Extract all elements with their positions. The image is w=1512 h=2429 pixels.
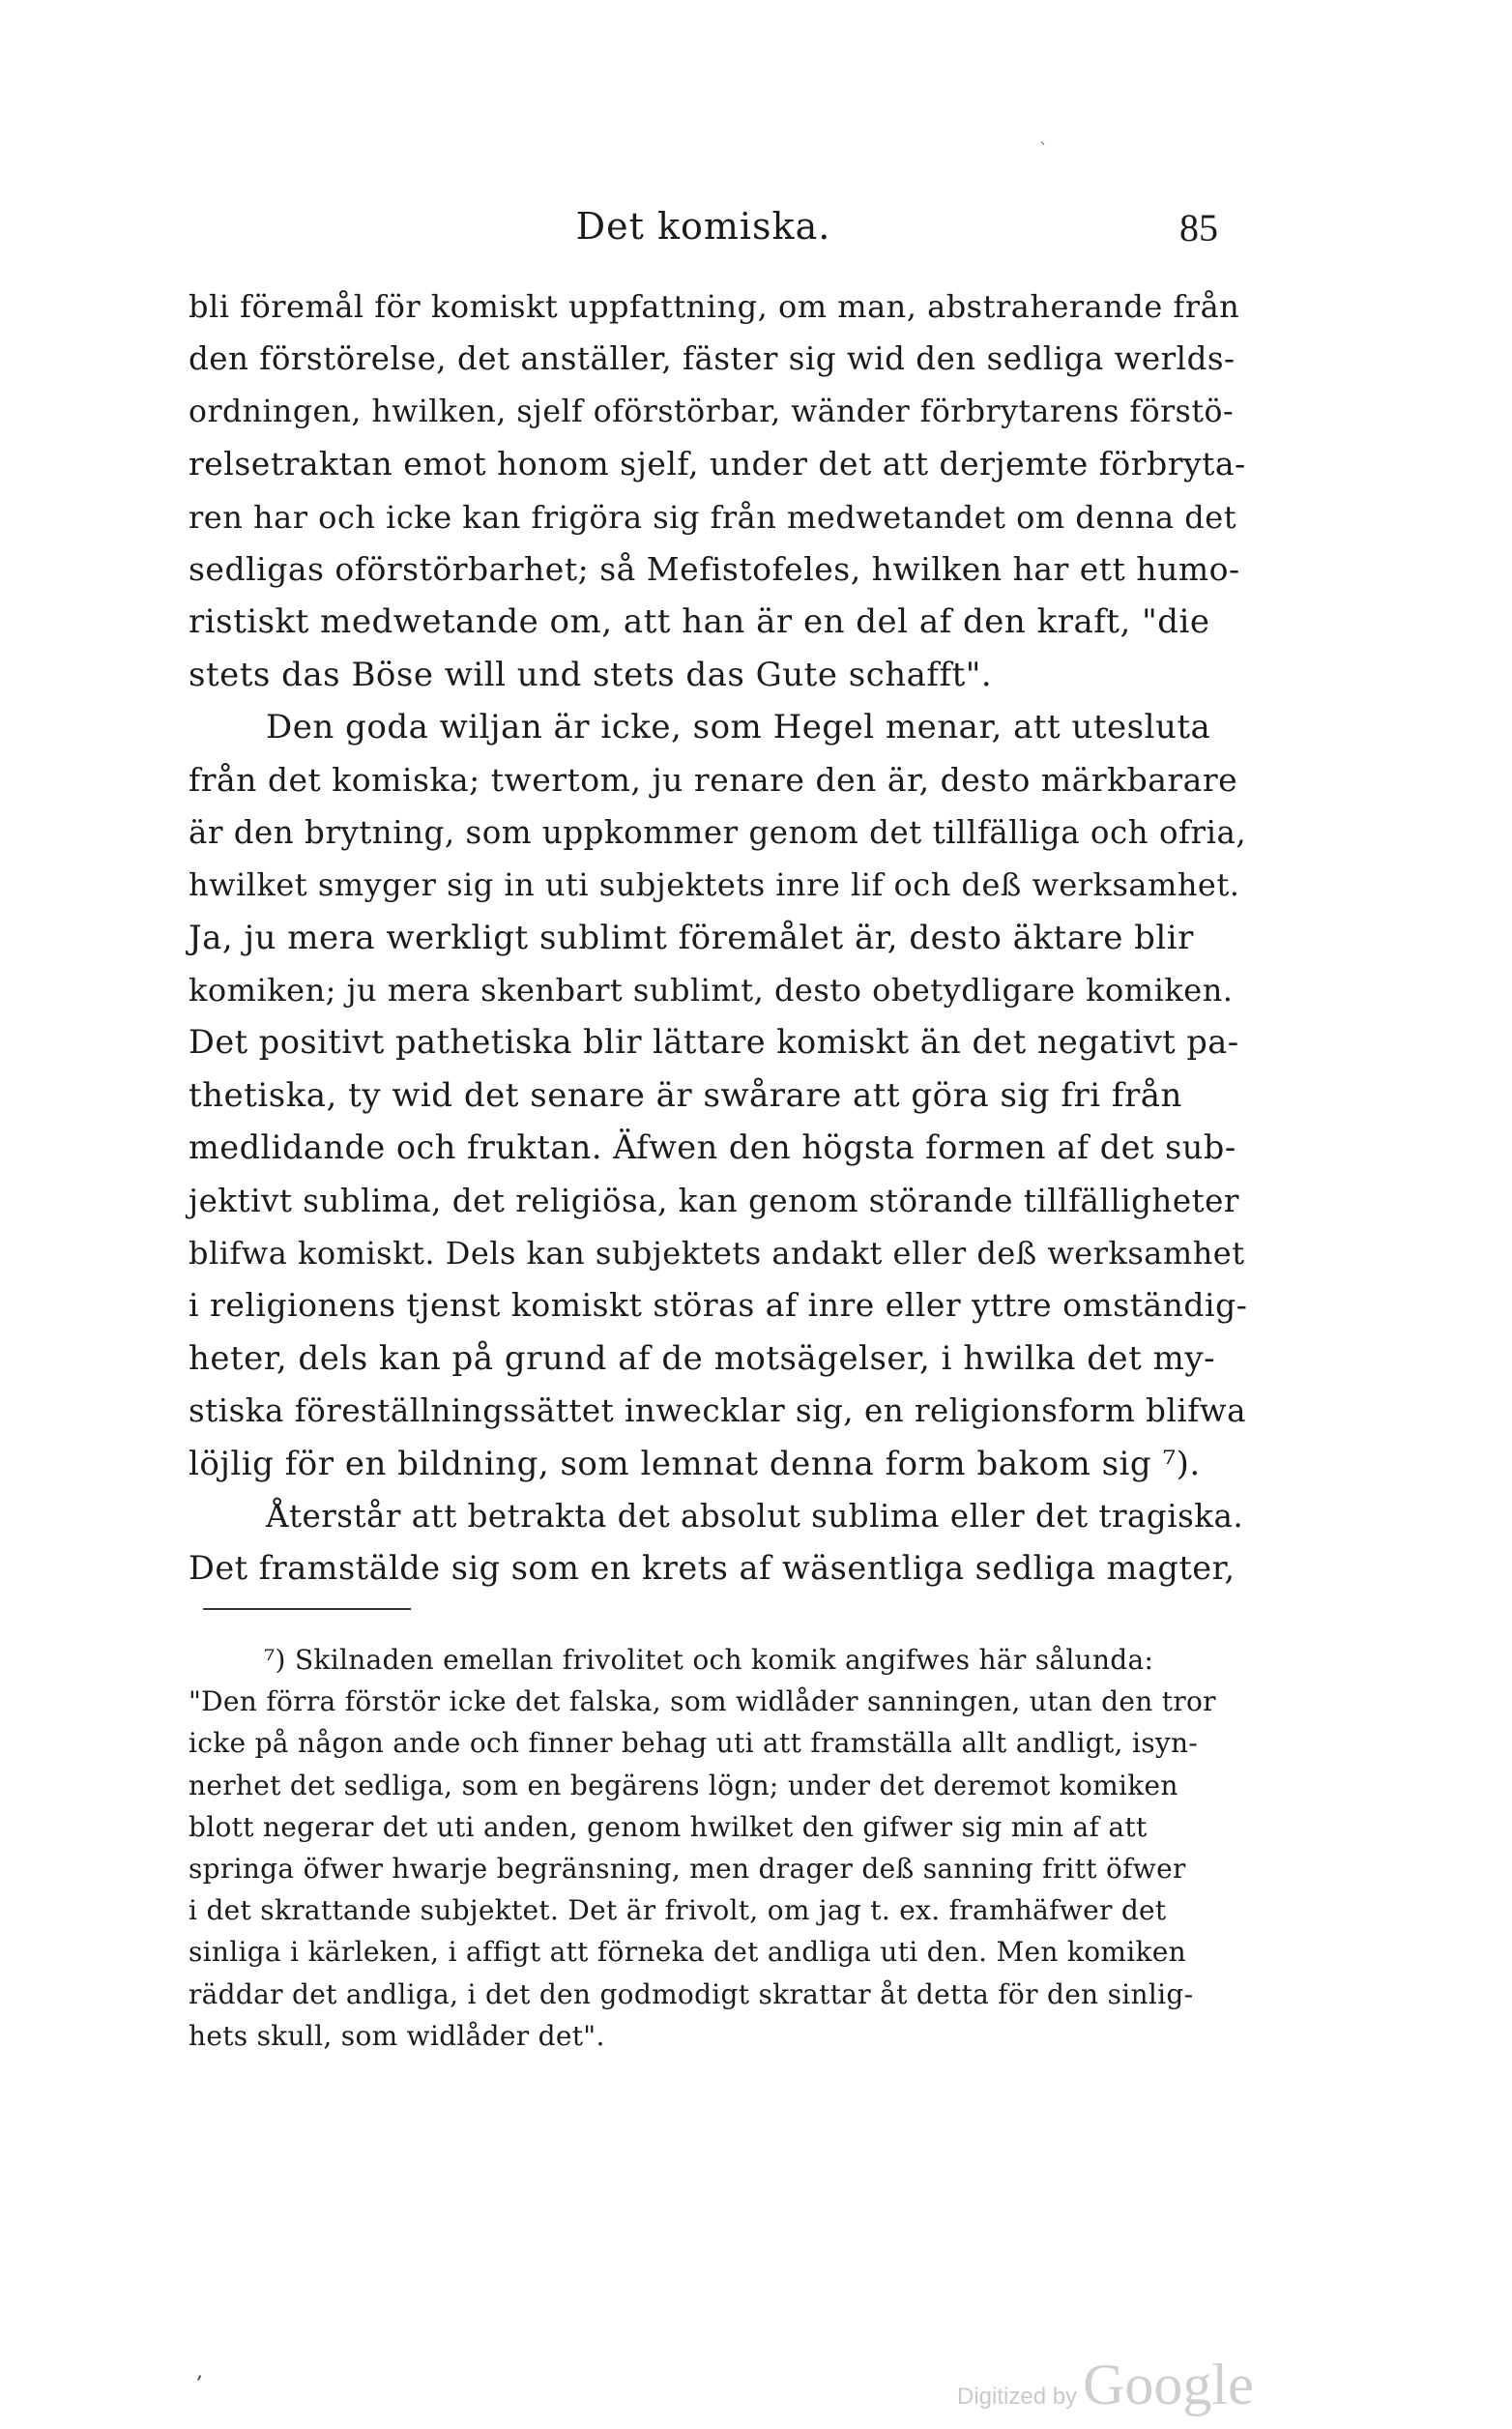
footnotes bbox=[189, 1639, 1252, 2057]
body-line: heter, dels kan på grund af de motsägelser, i hwilka det my- bbox=[189, 1338, 1216, 1378]
running-head bbox=[189, 205, 1218, 253]
body-line-paragraph-start: Återstår att betrakta det absolut sublima eller det tragiska. bbox=[266, 1497, 1244, 1535]
body-line: Det positivt pathetiska blir lättare komiskt än det negativt pa- bbox=[189, 1023, 1239, 1062]
body-line: Det framstälde sig som en krets af wäsentliga sedliga magter, bbox=[189, 1549, 1236, 1588]
stray-mark-bottom: , bbox=[196, 2359, 203, 2384]
body-line: löjlig för en bildning, som lemnat denna form bakom sig ⁷). bbox=[189, 1444, 1201, 1483]
watermark-prefix: Digitized by bbox=[957, 2384, 1078, 2410]
google-logo: Google bbox=[1083, 2353, 1254, 2416]
body-line: ren har och icke kan frigöra sig från medwetandet om denna det bbox=[189, 498, 1237, 536]
body-line: hwilket smyger sig in uti subjektets inre lif och deß werksamhet. bbox=[189, 866, 1240, 904]
body-line-paragraph-start: Den goda wiljan är icke, som Hegel menar, att utesluta bbox=[266, 708, 1211, 747]
body-line: komiken; ju mera skenbart sublimt, desto obetydligare komiken. bbox=[189, 972, 1234, 1010]
footnote-line: i det skrattande subjektet. Det är frivolt, om jag t. ex. framhäfwer det bbox=[189, 1894, 1167, 1927]
body-line: thetiska, ty wid det senare är swårare att göra sig fri från bbox=[189, 1075, 1182, 1115]
footnote-line: springa öfwer hwarje begränsning, men drager deß sanning fritt öfwer bbox=[189, 1852, 1186, 1885]
body-line: ordningen, hwilken, sjelf oförstörbar, wänder förbrytarens förstö- bbox=[189, 394, 1235, 429]
footnote-line: "Den förra förstör icke det falska, som widlåder sanningen, utan den tror bbox=[189, 1685, 1216, 1718]
body-line: jektivt sublima, det religiösa, kan genom störande tillfälligheter bbox=[189, 1182, 1239, 1219]
page-number: 85 bbox=[1179, 206, 1218, 249]
footnote-line: icke på någon ande och finner behag uti att framställa allt andligt, isyn- bbox=[189, 1727, 1199, 1760]
footnote-rule bbox=[203, 1608, 411, 1610]
body-line: stets das Böse will und stets das Gute schafft". bbox=[189, 655, 993, 694]
footnote-line: nerhet det sedliga, som en begärens lögn; under det deremot komiken bbox=[189, 1769, 1178, 1801]
body-line: relsetraktan emot honom sjelf, under det att derjemte förbryta- bbox=[189, 445, 1246, 483]
footnote-line: räddar det andliga, i det den godmodigt skrattar åt detta för den sinlig- bbox=[189, 1977, 1194, 2010]
body-line: är den brytning, som uppkommer genom det tillfälliga och ofria, bbox=[189, 813, 1247, 851]
body-line: den förstörelse, det anställer, fäster sig wid den sedliga werlds- bbox=[189, 340, 1236, 378]
body-text bbox=[189, 280, 1247, 1595]
footnote-line: sinliga i kärleken, i affigt att förneka det andliga uti den. Men komiken bbox=[189, 1936, 1186, 1969]
digitized-watermark bbox=[957, 2352, 1254, 2419]
body-line: sedligas oförstörbarhet; så Mefistofeles, hwilken har ett humo- bbox=[189, 549, 1240, 588]
body-line: från det komiska; twertom, ju renare den är, desto märkbarare bbox=[189, 760, 1238, 799]
body-line: i religionens tjenst komiskt störas af inre eller yttre omständig- bbox=[189, 1286, 1248, 1325]
body-line: Ja, ju mera werkligt sublimt föremålet är, desto äktare blir bbox=[189, 918, 1194, 957]
body-line: medlidande och fruktan. Äfwen den högsta formen af det sub- bbox=[189, 1128, 1236, 1167]
body-line: stiska föreställningssättet inwecklar sig, en religionsform blifwa bbox=[189, 1392, 1246, 1430]
body-line: ristiskt medwetande om, att han är en del af den kraft, "die bbox=[189, 602, 1210, 642]
body-line: bli föremål för komiskt uppfattning, om man, abstraherande från bbox=[189, 288, 1240, 325]
stray-mark-top: ˋ bbox=[1039, 140, 1048, 161]
footnote-line: blott negerar det uti anden, genom hwilket den gifwer sig min af att bbox=[189, 1810, 1148, 1843]
running-title: Det komiska. bbox=[575, 205, 831, 248]
footnote-line: ⁷) Skilnaden emellan frivolitet och komik angifwes här sålunda: bbox=[264, 1644, 1154, 1676]
body-line: blifwa komiskt. Dels kan subjektets andakt eller deß werksamhet bbox=[189, 1235, 1245, 1273]
footnote-line: hets skull, som widlåder det". bbox=[189, 2019, 605, 2052]
